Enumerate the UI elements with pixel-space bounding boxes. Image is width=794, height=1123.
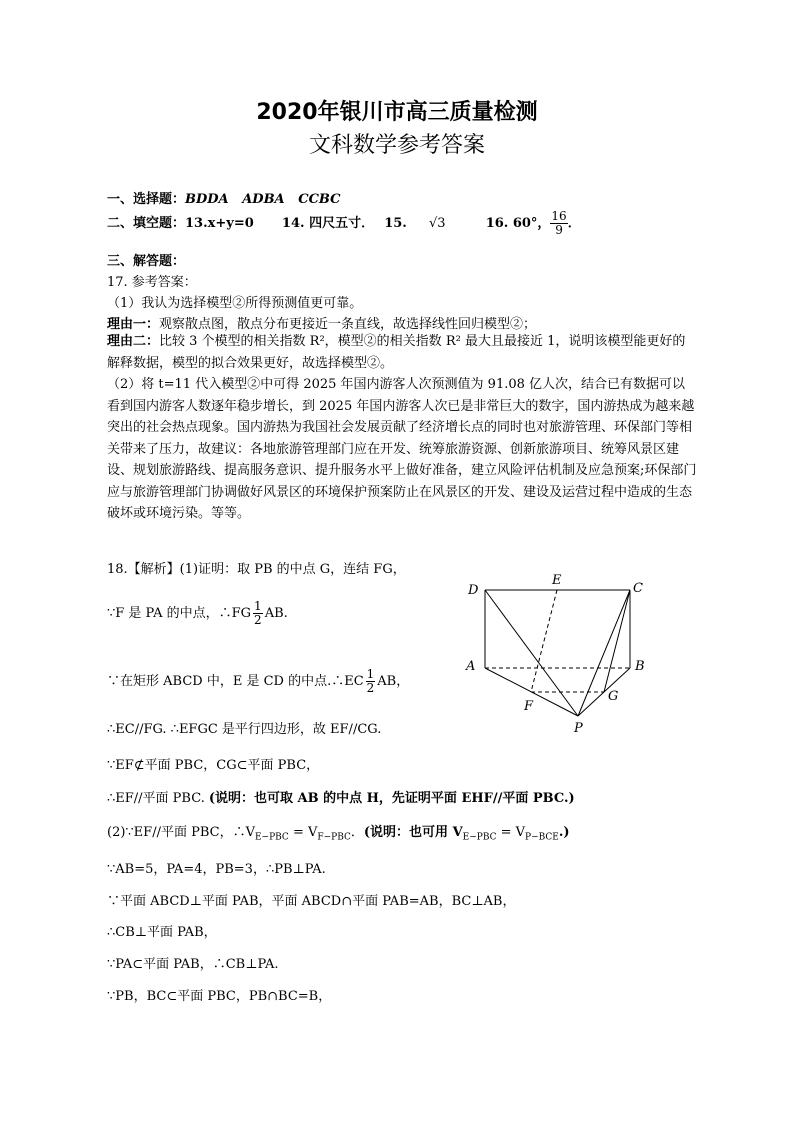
q15-answer: √3 xyxy=(428,216,446,231)
q15-label: 15. xyxy=(384,216,407,231)
q18-line2-b: AB. xyxy=(264,606,288,621)
edge-CG xyxy=(604,590,630,692)
q18-line6-note: (说明：也可取 AB 的中点 H，先证明平面 EHF//平面 PBC.) xyxy=(208,791,575,806)
q18-line9: ∵平面 ABCD⊥平面 PAB，平面 ABCD∩平面 PAB=AB，BC⊥AB， xyxy=(107,894,516,909)
q18-line7-sub2: F−PBC xyxy=(317,832,351,843)
q18-line1: 18.【解析】(1)证明：取 PB 的中点 G，连结 FG， xyxy=(107,562,406,577)
q17-part2: （2）将 t=11 代入模型②中可得 2025 年国内游客人次预测值为 91.08 亿人次，结合已有数据可以看到国内游客人数逐年稳步增长，到 2025 年国内游客人次已是非常巨大的数字，国内游热成为越来越突出的社会热点现象。国内游热为我国社会发展贡献了经济增长点的同时也对旅游管理、环保部门等相关带来了压力，故建议：各地旅游管理部门应在开发、统筹旅游资源、创新旅游项目、统筹风景区建设、规划旅游路线、提高服务意识、提升服务水平上做好准备，建立风险评估机制及应急预案;环保部门应与旅游管理部门协调做好风景区的环境保护预案防止在风景区的开发、建设及运营过程中造成的生态破坏或环境污染。等等。 xyxy=(107,377,697,521)
q13-answer: 13.x+y=0 xyxy=(185,216,254,231)
q18-line8: ∵AB=5，PA=4，PB=3，∴PB⊥PA. xyxy=(107,862,326,877)
q18-line3-numerator: 1 xyxy=(366,667,375,681)
label-C: C xyxy=(633,581,643,596)
q18-line2-denominator: 2 xyxy=(254,613,262,627)
q18-line3-fraction xyxy=(366,668,376,695)
q18-line6-a: ∴EF//平面 PBC. xyxy=(107,791,205,806)
label-E: E xyxy=(552,573,562,588)
q18-line7-note: (说明：也可用 V xyxy=(363,825,463,840)
q18-line3-b: AB， xyxy=(377,674,410,689)
q17-reason2-text: 比较 3 个模型的相关指数 R²，模型②的相关指数 R² 最大且最接近 1，说明该模型能更好的解释数据，模型的拟合效果更好，故选择模型②。 xyxy=(107,334,686,371)
section-multiple-choice xyxy=(107,188,341,207)
q18-line3 xyxy=(107,668,409,695)
edge-DP xyxy=(485,590,578,716)
label-A: A xyxy=(466,659,476,674)
q16-numerator: 16 xyxy=(551,209,567,223)
edge-EF xyxy=(531,590,557,692)
q18-line2-fraction xyxy=(253,600,263,627)
q17-reason2 xyxy=(107,331,697,374)
label-P: P xyxy=(574,721,583,736)
label-B: B xyxy=(635,659,645,674)
q17-reason2-label: 理由二： xyxy=(107,334,160,349)
label-D: D xyxy=(468,583,479,598)
q18-line2-numerator: 1 xyxy=(254,599,262,613)
q18-line2-a: ∵F 是 PA 的中点，∴FG xyxy=(107,606,252,621)
section-fill-blank xyxy=(107,210,581,238)
q18-line7-b: ． xyxy=(350,825,364,840)
q18-line4: ∴EC//FG. ∴EFGC 是平行四边形，故 EF//CG. xyxy=(107,722,382,737)
q18-line12: ∵PB，BC⊂平面 PBC，PB∩BC=B， xyxy=(107,989,332,1004)
page-title: 2020年银川市高三质量检测 xyxy=(256,100,538,125)
section1-answers: BDDA ADBA CCBC xyxy=(185,192,341,207)
q18-line7-a: (2)∵EF//平面 PBC，∴V xyxy=(107,825,255,840)
q18-line7-mid: = V xyxy=(288,825,318,840)
q18-line10: ∴CB⊥平面 PAB， xyxy=(107,925,217,940)
section3-label: 三、解答题： xyxy=(107,254,186,269)
q16-label: 16. 60°， xyxy=(485,216,551,231)
q17-reason1 xyxy=(107,313,536,332)
q16-fraction xyxy=(550,210,567,237)
q18-line5: ∵EF⊄平面 PBC，CG⊂平面 PBC， xyxy=(107,758,320,773)
q18-line2 xyxy=(107,600,288,627)
q18-line3-denominator: 2 xyxy=(366,681,375,695)
q16-denominator: 9 xyxy=(555,223,563,237)
geometry-figure xyxy=(460,570,660,740)
label-F: F xyxy=(524,699,534,714)
q17-head: 17. 参考答案： xyxy=(107,275,197,290)
q18-line3-a: ∵在矩形 ABCD 中，E 是 CD 的中点.∴EC xyxy=(107,674,364,689)
q18-line7-sub3: E−PBC xyxy=(462,832,497,843)
q18-line7-sub4: P−BCE xyxy=(525,832,559,843)
section2-label: 二、填空题： xyxy=(107,216,186,231)
q18-line7-sub1: E−PBC xyxy=(254,832,289,843)
q17-reason1-label: 理由一： xyxy=(107,317,160,332)
q16-end: ． xyxy=(567,216,581,231)
q18-line11: ∵PA⊂平面 PAB，∴CB⊥PA. xyxy=(107,957,279,972)
q18-line7 xyxy=(107,821,570,843)
q18-line7-mid2: = V xyxy=(496,825,526,840)
q17-part1: （1）我认为选择模型②所得预测值更可靠。 xyxy=(107,296,363,311)
edge-CP xyxy=(578,590,630,716)
section1-label: 一、选择题： xyxy=(107,192,186,207)
q18-line6 xyxy=(107,787,575,806)
page-subtitle: 文科数学参考答案 xyxy=(308,133,485,158)
q18-line7-d: .) xyxy=(558,825,570,840)
q14-answer: 14. 四尺五寸． xyxy=(281,216,375,231)
q17-reason1-text: 观察散点图，散点分布更接近一条直线，故选择线性回归模型②； xyxy=(159,317,537,332)
label-G: G xyxy=(608,689,619,704)
